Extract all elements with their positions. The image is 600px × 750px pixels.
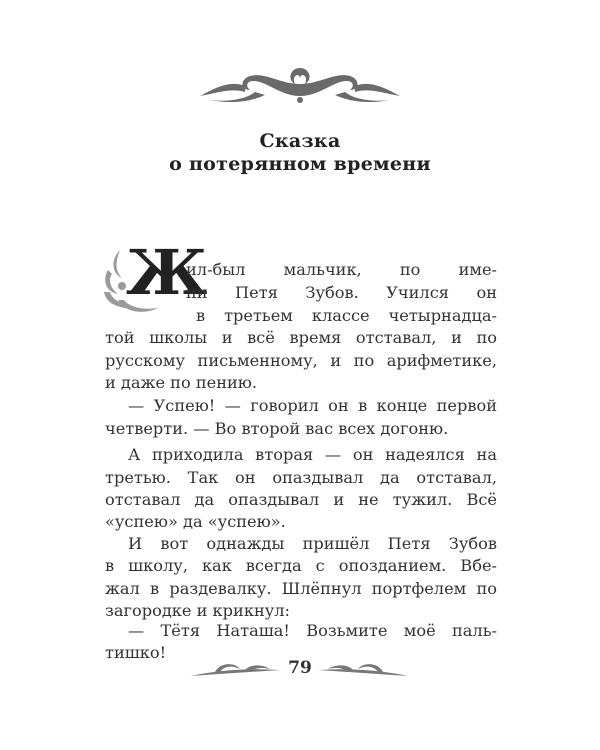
text-line: отставал да опаздывал и не тужил. Всё [105,490,497,509]
text-line: жал в раздевалку. Шлёпнул портфелем по [105,579,497,598]
text-line: четверти. — Во второй вас всех догоню. [105,419,449,438]
text-line: в школу, как всегда с опозданием. Вбе- [105,556,497,575]
text-line: тишко! [105,643,167,662]
text-line: «успею» да «успею». [105,512,286,531]
page-number-ornament-right [318,660,408,680]
text-line: третью. Так он опаздывал да отставал, [105,468,497,487]
story-title-line-1: Сказка [259,130,341,152]
text-line: — Успею! — говорил он в конце первой [128,396,497,415]
text-line: загородке и крикнул: [105,601,290,620]
text-line: ни Петя Зубов. Учился он [186,283,497,302]
text-line: А приходила вторая — он надеялся на [128,445,497,464]
text-line: — Тётя Наташа! Возьмите моё паль- [128,621,497,640]
text-line: в третьем классе четырнадца- [196,306,497,325]
drop-cap: Ж [126,236,208,309]
top-ornament [195,62,405,106]
text-line: той школы и всё время отставал, и по [105,328,497,347]
text-line: и даже по пению. [105,373,258,392]
text-line: ил-был мальчик, по име- [186,260,497,279]
text-line: русскому письменному, и по арифметике, [105,351,497,370]
story-title-line-2: о потерянном времени [169,153,431,175]
text-line: И вот однажды пришёл Петя Зубов [128,534,497,553]
page-number: 79 [288,658,312,678]
